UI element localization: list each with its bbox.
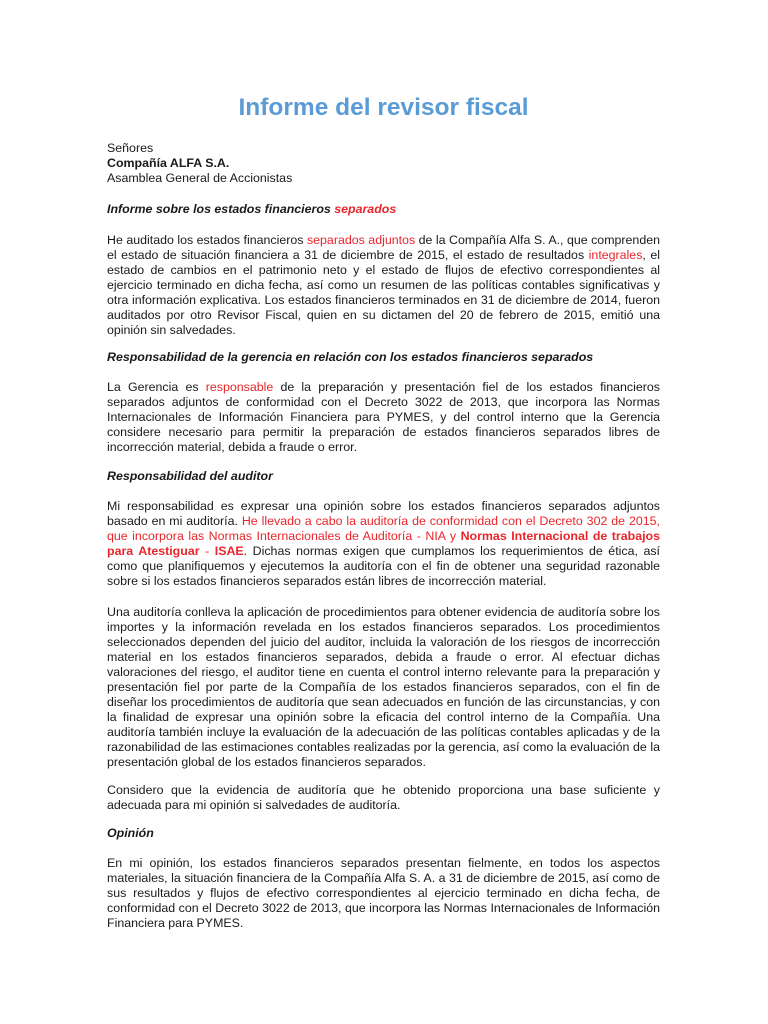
paragraph-audit-procedures: Una auditoría conlleva la aplicación de procedimientos para obtener evidencia de auditoría sobre los importes y la información revelada en los estados financieros separados. Los procedimientos seleccionados dependen del juicio del auditor, incluida la valoración de los riesgos de incorrección material en los estados financieros separados, debida a fraude o error. Al efectuar dichas valoraciones del riesgo, el auditor tiene en cuenta el control interno relevante para la preparación y presentación fiel por parte de la Compañía de los estados financieros separados, con el fin de diseñar los procedimientos de auditoría que sean adecuados en función de las circunstancias, y con la finalidad de expresar una opinión sobre la eficacia del control interno de la Compañía. Una auditoría también incluye la evaluación de la adecuación de las políticas contables aplicadas y de la razonabilidad de las estimaciones contables realizadas por la gerencia, así como la evaluación de la presentación global de los estados financieros separados. bbox=[107, 605, 660, 769]
paragraph-auditor-responsibility bbox=[107, 499, 660, 589]
highlight-bold-text: Normas Internacional de trabajos para Atestiguar bbox=[107, 529, 660, 558]
paragraph-text: . Dichas normas exigen que cumplamos los requerimientos de ética, así como que planifiquemos y ejecutemos la auditoría con el fin de obtener una seguridad razonable sobre si los estados financieros separados están libres de incorrección material. bbox=[107, 544, 660, 588]
paragraph-audit-scope bbox=[107, 233, 660, 338]
address-block bbox=[107, 141, 660, 186]
paragraph-text: He auditado los estados financieros bbox=[107, 233, 307, 247]
paragraph-text: , el estado de cambios en el patrimonio neto y el estado de flujos de efectivo correspondientes al ejercicio terminado en dicha fecha, así como un resumen de las políticas contables significativas y otra información explicativa. Los estados financieros terminados en 31 de diciembre de 2014, fueron auditados por otro Revisor Fiscal, quien en su dictamen del 20 de febrero de 2015, emitió una opinión sin salvedades. bbox=[107, 248, 661, 337]
heading-text: Informe sobre los estados financieros bbox=[107, 202, 335, 216]
highlight-text: He llevado a cabo la auditoría de conformidad con el Decreto 302 de 2015, que incorpora las Normas Internacionales de Auditoría - NIA y bbox=[107, 514, 660, 543]
paragraph-opinion: En mi opinión, los estados financieros separados presentan fielmente, en todos los aspectos materiales, la situación financiera de la Compañía Alfa S. A. a 31 de diciembre de 2015, así como de sus resultados y flujos de efectivo correspondientes al ejercicio terminado en dicha fecha, de conformidad con el Decreto 3022 de 2013, que incorpora las Normas Internacionales de Información Financiera para PYMES. bbox=[107, 856, 660, 930]
assembly-name: Asamblea General de Accionistas bbox=[107, 171, 293, 185]
paragraph-text: La Gerencia es bbox=[107, 380, 206, 394]
paragraph-audit-evidence: Considero que la evidencia de auditoría que he obtenido proporciona una base suficiente y adecuada para mi opinión si salvedades de auditoría. bbox=[107, 783, 660, 812]
section-heading-auditor-responsibility: Responsabilidad del auditor bbox=[107, 469, 273, 483]
salutation: Señores bbox=[107, 141, 154, 155]
highlight-text: separados adjuntos bbox=[306, 233, 416, 247]
section-heading-management-responsibility: Responsabilidad de la gerencia en relación con los estados financieros separados bbox=[107, 350, 594, 364]
highlight-text: integrales bbox=[588, 248, 643, 262]
paragraph-management-responsibility bbox=[107, 380, 660, 455]
section-heading-opinion: Opinión bbox=[107, 826, 154, 840]
highlight-bold-text: ISAE bbox=[214, 544, 244, 558]
document-title: Informe del revisor fiscal bbox=[238, 94, 529, 121]
highlight-text: - bbox=[199, 544, 215, 558]
paragraph-text: Mi responsabilidad es expresar una opinión sobre los estados financieros separados adjuntos basado en mi auditoría. bbox=[107, 499, 660, 528]
highlight-text: responsable bbox=[205, 380, 274, 394]
paragraph-text: de la preparación y presentación fiel de los estados financieros separados adjuntos de conformidad con el Decreto 3022 de 2013, que incorpora las Normas Internacionales de Información Financiera para PYMES, y del control interno que la Gerencia considere necesario para permitir la preparación de estados financieros separados libres de incorrección material, debida a fraude o error. bbox=[107, 380, 660, 454]
heading-highlight: separados bbox=[334, 202, 397, 216]
paragraph-text: de la Compañía Alfa S. A., que comprenden el estado de situación financiera a 31 de diciembre de 2015, el estado de resultados bbox=[107, 233, 660, 262]
company-name: Compañía ALFA S.A. bbox=[107, 156, 230, 170]
section-heading-financial-statements bbox=[107, 202, 660, 217]
